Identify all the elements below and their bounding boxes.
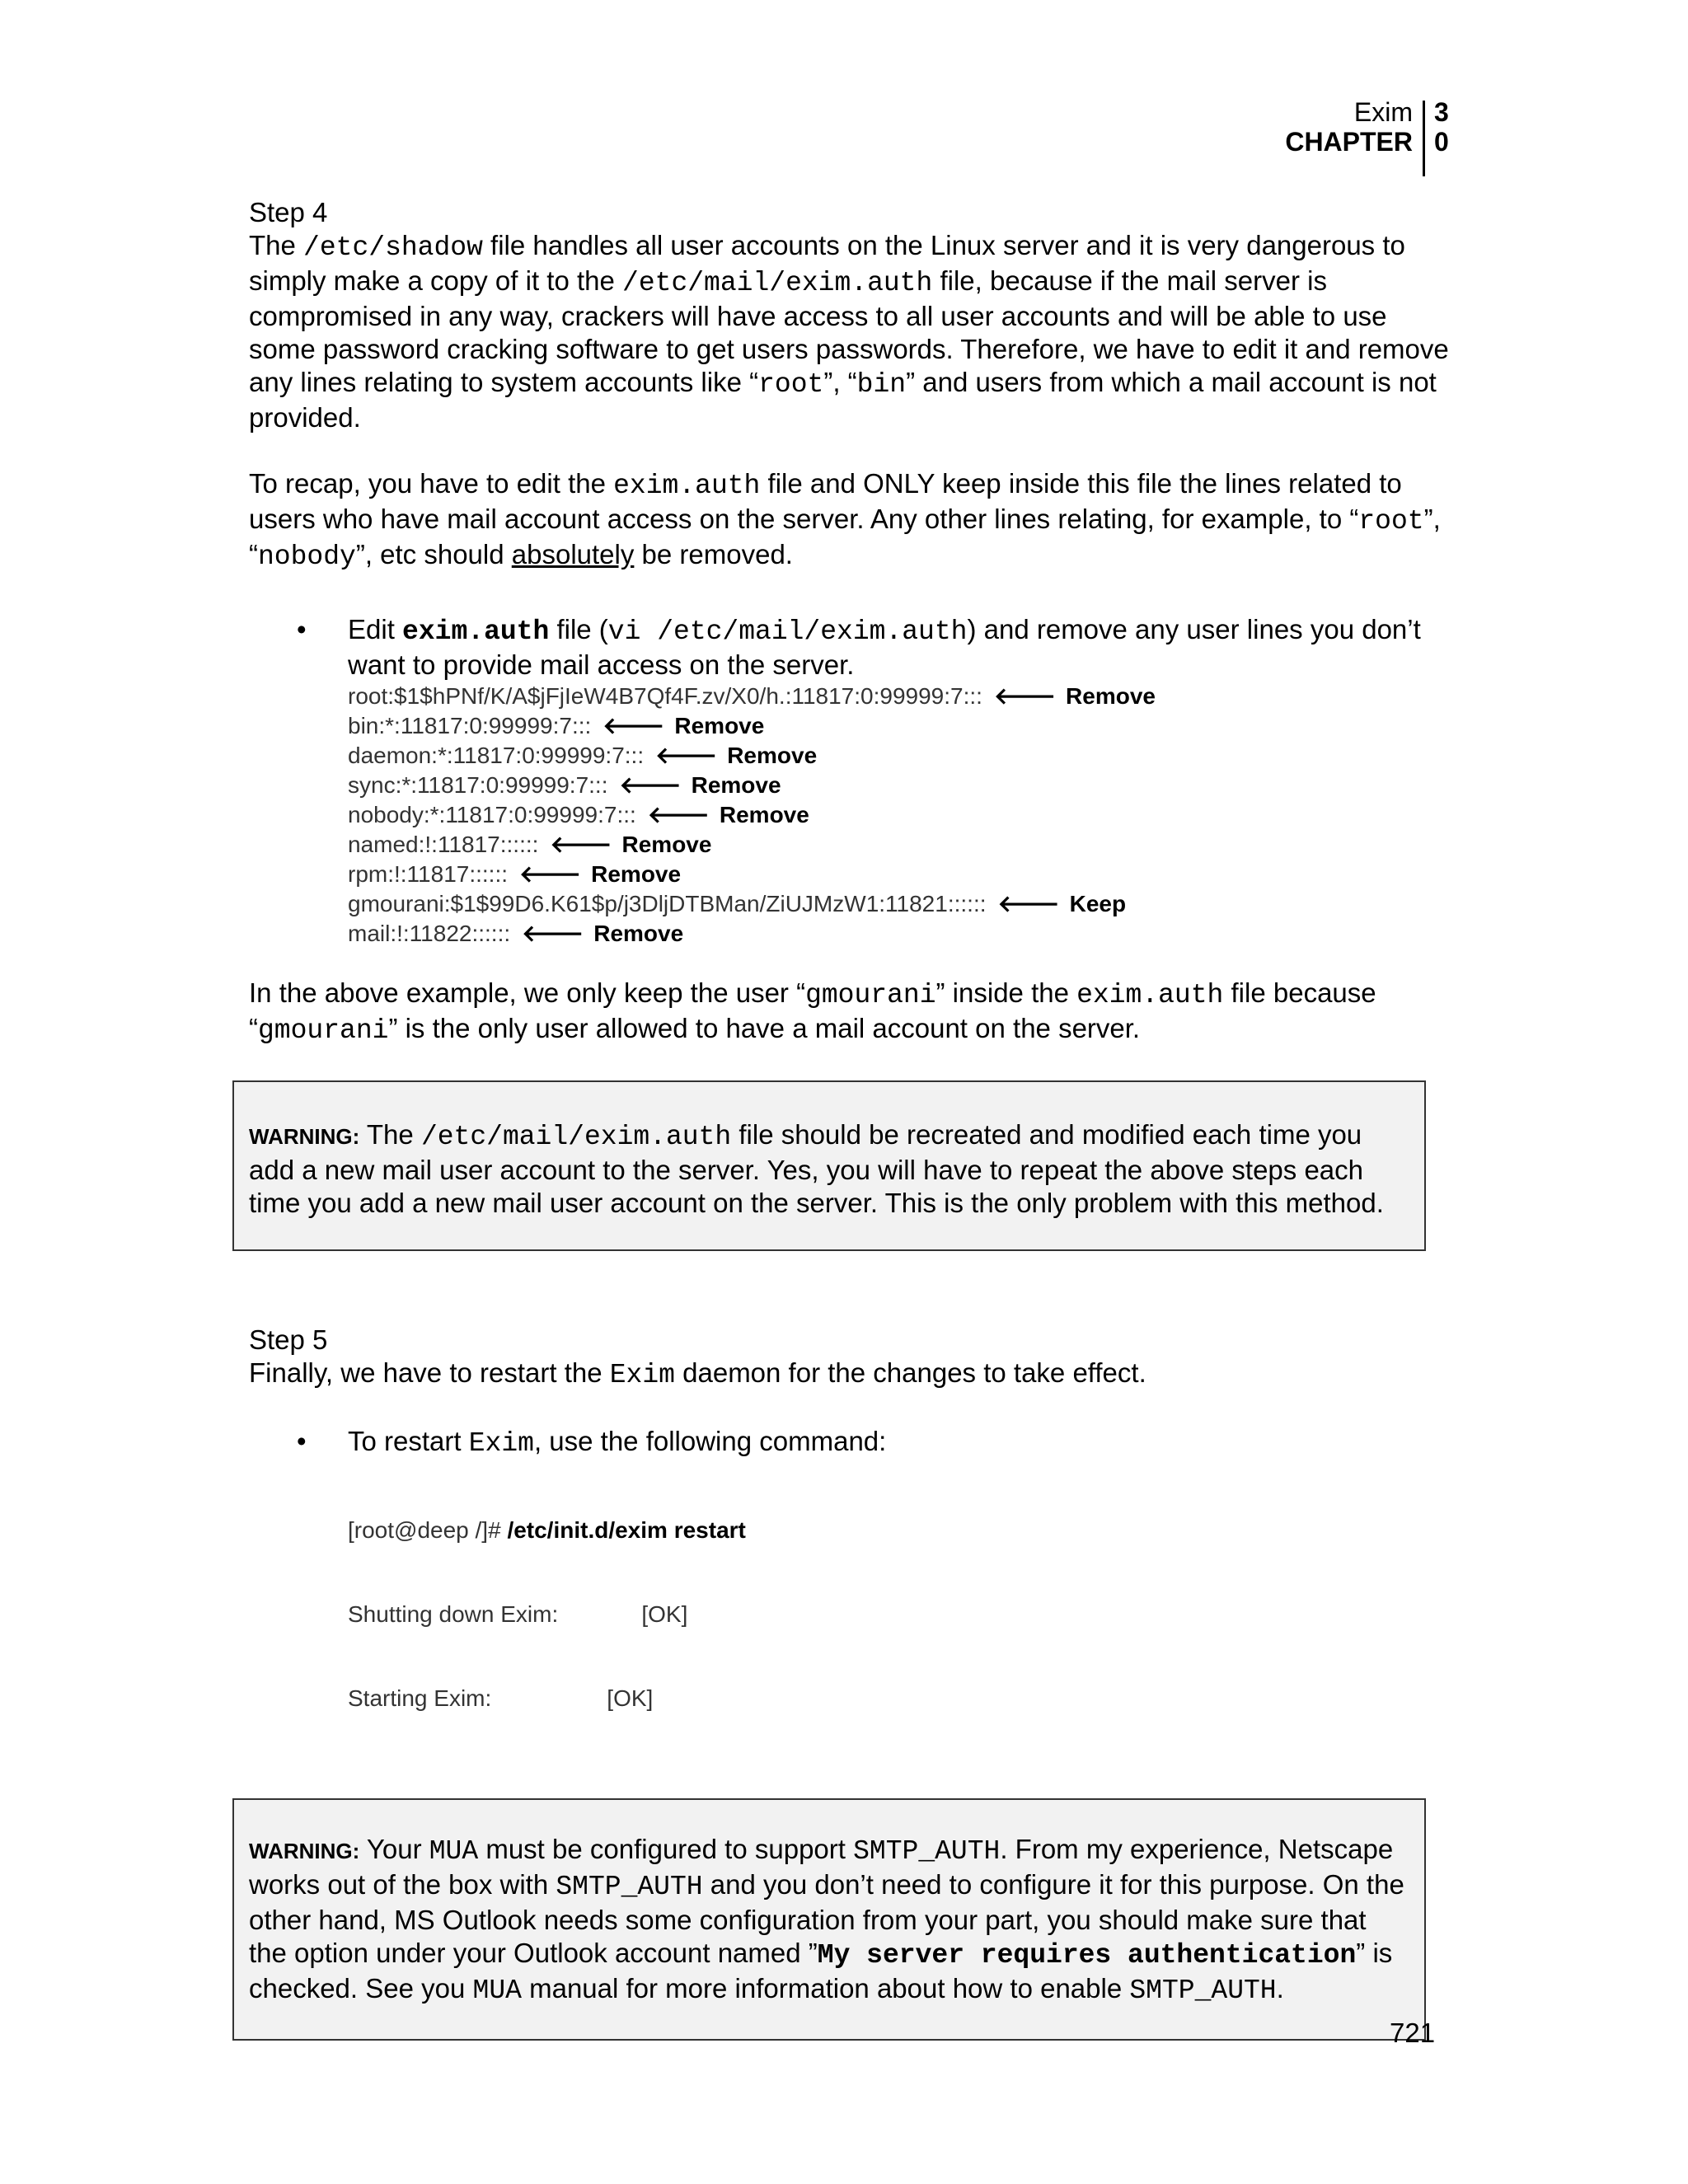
step-4-bullet [249, 613, 1452, 949]
arrow-left-icon: 🡐 [647, 802, 710, 827]
shadow-line [348, 711, 1452, 741]
step-5-bullet-text: To restart Exim, use the following command: [348, 1426, 887, 1459]
step-4-bullet-text: Edit exim.auth file (vi /etc/mail/exim.auth) and remove any user lines you don’t want to provide mail access on the server. [348, 614, 1421, 680]
shadow-line-action: Remove [674, 713, 765, 738]
shadow-line [348, 860, 1452, 889]
arrow-left-icon: 🡐 [550, 832, 612, 857]
shadow-line-action: Remove [593, 921, 684, 946]
step-4-paragraph-2: To recap, you have to edit the exim.auth file and ONLY keep inside this file the lines related to users who have mail account access on the server. Any other lines relating, for example, to “root”, “nobody”, etc should absolutely be removed. [249, 468, 1441, 572]
shadow-line [348, 889, 1452, 919]
step-4-paragraph-3: In the above example, we only keep the user “gmourani” inside the exim.auth file because “gmourani” is the only user allowed to have a mail account on the server. [249, 977, 1376, 1046]
bullet-icon: • [297, 1426, 307, 1456]
bullet-icon: • [297, 614, 307, 644]
restart-command-line: [root@deep /]# /etc/init.d/exim restart [348, 1517, 746, 1543]
shadow-line-action: Remove [727, 743, 818, 768]
shadow-line [348, 830, 1452, 860]
warning-label: WARNING: [249, 1124, 360, 1149]
shadow-line [348, 771, 1452, 800]
restart-output-line-1: Shutting down Exim: [OK] [348, 1601, 688, 1627]
arrow-left-icon: 🡐 [655, 743, 718, 768]
shadow-line-text: sync:*:11817:0:99999:7::: [348, 772, 608, 798]
shadow-line [348, 919, 1452, 949]
shadow-line-action: Remove [621, 832, 712, 857]
shadow-line-text: gmourani:$1$99D6.K61$p/j3DljDTBMan/ZiUJMzW1:11821:::::: [348, 891, 987, 916]
warning-box-2 [232, 1798, 1426, 2041]
warning-1-text: WARNING: The /etc/mail/exim.auth file should be recreated and modified each time you add a new mail user account to the server. Yes, you will have to repeat the above steps each time you add a new mail user account on the server. This is the only problem with this method. [249, 1119, 1384, 1218]
step-5-paragraph-1: Finally, we have to restart the Exim daemon for the changes to take effect. [249, 1357, 1146, 1390]
shadow-line [348, 800, 1452, 830]
shadow-line-text: nobody:*:11817:0:99999:7::: [348, 802, 636, 827]
shadow-line-action: Remove [591, 861, 682, 887]
header-chapter-number-digit-2: 0 [1434, 127, 1449, 157]
header-chapter-number-digit-1: 3 [1434, 97, 1449, 127]
shadow-line-text: named:!:11817:::::: [348, 832, 539, 857]
arrow-left-icon: 🡐 [519, 861, 582, 887]
step-5-heading: Step 5 [249, 1324, 328, 1355]
shadow-line [348, 741, 1452, 771]
restart-output-line-2: Starting Exim: [OK] [348, 1685, 654, 1711]
warning-2-text: WARNING: Your MUA must be configured to support SMTP_AUTH. From my experience, Netscape works out of the box with SMTP_AUTH and you don’t need to configure it for this purpose. On the other hand, MS Outlook needs some configuration from your part, you should make sure that the option under your Outlook account named ”My server requires authentication” is checked. See you MUA manual for more information about how to enable SMTP_AUTH. [249, 1834, 1404, 2006]
warning-label: WARNING: [249, 1839, 360, 1863]
arrow-left-icon: 🡐 [522, 921, 584, 946]
shadow-line-text: bin:*:11817:0:99999:7::: [348, 713, 592, 738]
header-divider [1423, 101, 1425, 176]
step-4-heading: Step 4 [249, 197, 328, 227]
header-title: Exim [1353, 97, 1413, 127]
shadow-line-text: rpm:!:11817:::::: [348, 861, 509, 887]
shadow-line-text: daemon:*:11817:0:99999:7::: [348, 743, 645, 768]
step-4-paragraph-1: The /etc/shadow file handles all user accounts on the Linux server and it is very dangerous to simply make a copy of it to the /etc/mail/exim.auth file, because if the mail server is compromised in any way, crackers will have access to all user accounts and will be able to use some password cracking software to get users passwords. Therefore, we have to edit it and remove any lines relating to system accounts like “root”, “bin” and users from which a mail account is not provided. [249, 230, 1449, 433]
header-chapter-label: CHAPTER [1285, 127, 1413, 157]
shadow-line-action: Keep [1069, 891, 1127, 916]
shadow-line-action: Remove [1066, 683, 1156, 709]
shadow-line-text: mail:!:11822:::::: [348, 921, 511, 946]
step-5-bullet [249, 1425, 1452, 1769]
restart-command-block [348, 1460, 1452, 1769]
warning-box-1 [232, 1080, 1426, 1251]
page-body [249, 196, 1452, 2041]
arrow-left-icon: 🡐 [619, 772, 682, 798]
arrow-left-icon: 🡐 [603, 713, 665, 738]
arrow-left-icon: 🡐 [997, 891, 1060, 916]
shadow-line [348, 682, 1452, 711]
page-number: 721 [1390, 2018, 1436, 2048]
shadow-line-action: Remove [691, 772, 781, 798]
shadow-line-action: Remove [719, 802, 809, 827]
shadow-file-listing [348, 682, 1452, 949]
arrow-left-icon: 🡐 [993, 683, 1057, 709]
shadow-line-text: root:$1$hPNf/K/A$jFjIeW4B7Qf4F.zv/X0/h.:11817:0:99999:7::: [348, 683, 982, 709]
